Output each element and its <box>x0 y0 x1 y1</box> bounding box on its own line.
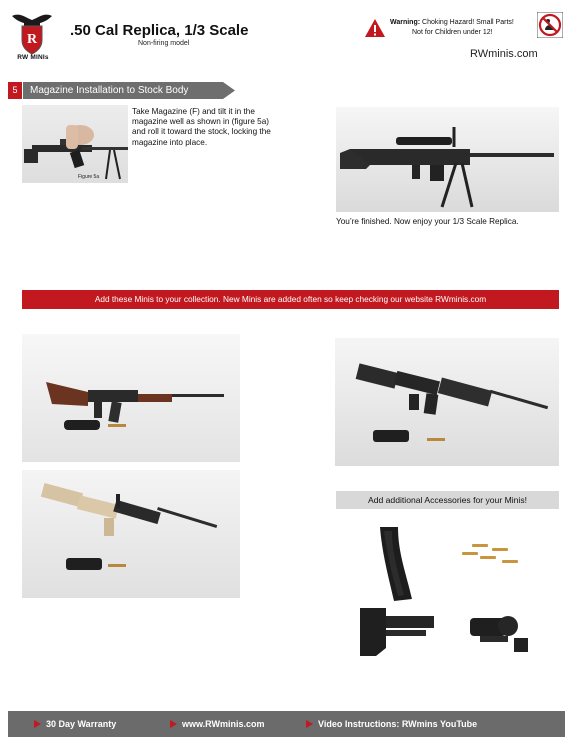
accessory-magazine-icon <box>372 523 416 603</box>
svg-text:R: R <box>26 32 38 47</box>
promo-banner-text: Add these Minis to your collection. New Minis are added often so keep checking our website RWminis.com <box>94 294 487 304</box>
footer-website-label[interactable]: www.RWminis.com <box>182 719 265 729</box>
footer-warranty-label: 30 Day Warranty <box>46 719 117 729</box>
warning-triangle-icon <box>364 18 386 38</box>
ar-black-replica-photo <box>335 338 559 466</box>
accessory-scope-icon <box>464 604 530 656</box>
page-subtitle: Non-firing model <box>138 40 190 47</box>
website-link[interactable]: RWminis.com <box>470 48 538 60</box>
footer-warranty <box>34 711 116 737</box>
figure-5a-photo <box>22 105 128 183</box>
footer-video-label[interactable]: Video Instructions: RWmins YouTube <box>318 719 478 729</box>
accessory-stock-icon <box>356 602 440 660</box>
step-instructions: Take Magazine (F) and tilt it in the magazine well as shown in (figure 5a) and roll it toward the stock, locking the magazine into place. <box>132 107 271 147</box>
page-title: .50 Cal Replica, 1/3 Scale <box>70 22 249 39</box>
play-arrow-icon <box>306 720 313 728</box>
finished-rifle-photo <box>336 107 559 212</box>
warning-line-2: Not for Children under 12! <box>412 28 493 36</box>
accessories-label: Add additional Accessories for your Minis! <box>367 495 528 505</box>
step-title: Magazine Installation to Stock Body <box>30 85 189 96</box>
accessory-ammo-icon <box>458 540 524 570</box>
footer-video[interactable] <box>306 711 477 737</box>
warning-text <box>390 18 522 37</box>
brand-logo-icon <box>10 10 54 56</box>
play-arrow-icon <box>34 720 41 728</box>
step-number: 5 <box>8 82 22 99</box>
no-children-icon <box>537 12 563 38</box>
finished-caption: You’re finished. Now enjoy your 1/3 Scale Replica. <box>336 217 519 226</box>
figure-caption: Figure 5a <box>78 174 100 180</box>
footer-website[interactable] <box>170 711 265 737</box>
m4-tan-replica-photo <box>22 470 240 598</box>
play-arrow-icon <box>170 720 177 728</box>
brand-logo-text: RW MINIs <box>17 54 49 61</box>
warning-label: Warning: <box>390 19 421 26</box>
ak-replica-photo <box>22 334 240 462</box>
warning-line-1: Choking Hazard! Small Parts! <box>422 19 514 26</box>
